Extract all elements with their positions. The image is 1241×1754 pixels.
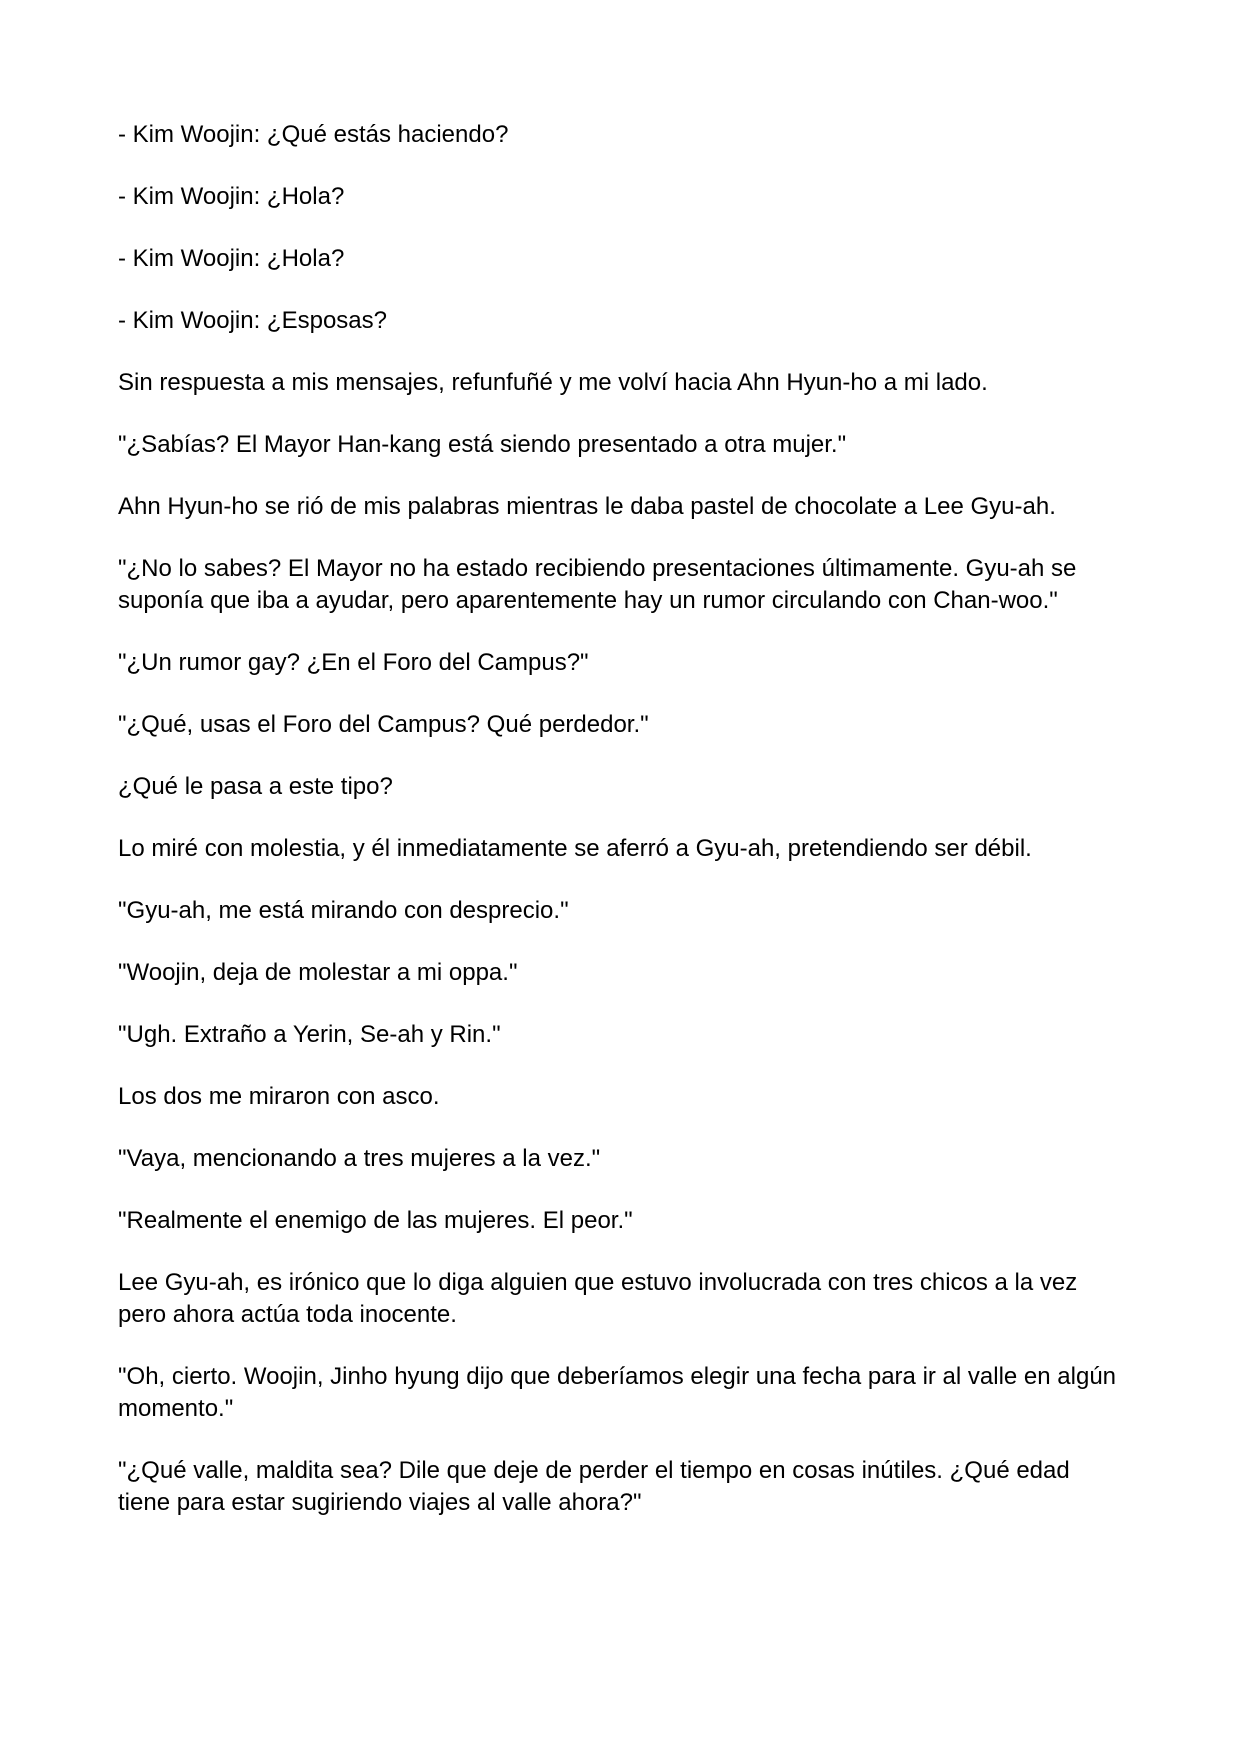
paragraph: "Ugh. Extraño a Yerin, Se-ah y Rin." <box>118 1021 501 1048</box>
paragraph: "Gyu-ah, me está mirando con desprecio." <box>118 897 569 924</box>
paragraph: "¿Qué, usas el Foro del Campus? Qué perdedor." <box>118 711 649 738</box>
paragraph: Lee Gyu-ah, es irónico que lo diga alguien que estuvo involucrada con tres chicos a la vez pero ahora actúa toda inocente. <box>118 1269 1078 1328</box>
paragraph: - Kim Woojin: ¿Esposas? <box>118 307 387 334</box>
paragraph: Lo miré con molestia, y él inmediatamente se aferró a Gyu-ah, pretendiendo ser débil. <box>118 835 1032 862</box>
paragraph: Sin respuesta a mis mensajes, refunfuñé y me volví hacia Ahn Hyun-ho a mi lado. <box>118 369 988 396</box>
paragraph: "Realmente el enemigo de las mujeres. El peor." <box>118 1207 633 1234</box>
paragraph: - Kim Woojin: ¿Hola? <box>118 183 345 210</box>
paragraph: "¿Qué valle, maldita sea? Dile que deje de perder el tiempo en cosas inútiles. ¿Qué edad tiene para estar sugiriendo viajes al valle ahora?" <box>118 1457 1070 1516</box>
paragraph: - Kim Woojin: ¿Hola? <box>118 245 345 272</box>
paragraph: "¿No lo sabes? El Mayor no ha estado recibiendo presentaciones últimamente. Gyu-ah se suponía que iba a ayudar, pero aparentemente hay un rumor circulando con Chan-woo." <box>118 555 1077 614</box>
paragraph: Los dos me miraron con asco. <box>118 1083 440 1110</box>
paragraph: Ahn Hyun-ho se rió de mis palabras mientras le daba pastel de chocolate a Lee Gyu-ah. <box>118 493 1056 520</box>
paragraph: - Kim Woojin: ¿Qué estás haciendo? <box>118 121 509 148</box>
paragraph: "¿Un rumor gay? ¿En el Foro del Campus?" <box>118 649 589 676</box>
paragraph: "Vaya, mencionando a tres mujeres a la vez." <box>118 1145 601 1172</box>
paragraph: "Woojin, deja de molestar a mi oppa." <box>118 959 518 986</box>
paragraph: ¿Qué le pasa a este tipo? <box>118 773 393 800</box>
paragraph: "Oh, cierto. Woojin, Jinho hyung dijo que deberíamos elegir una fecha para ir al valle en algún momento." <box>118 1363 1117 1422</box>
paragraph: "¿Sabías? El Mayor Han-kang está siendo presentado a otra mujer." <box>118 431 847 458</box>
document-body <box>118 119 1128 1549</box>
